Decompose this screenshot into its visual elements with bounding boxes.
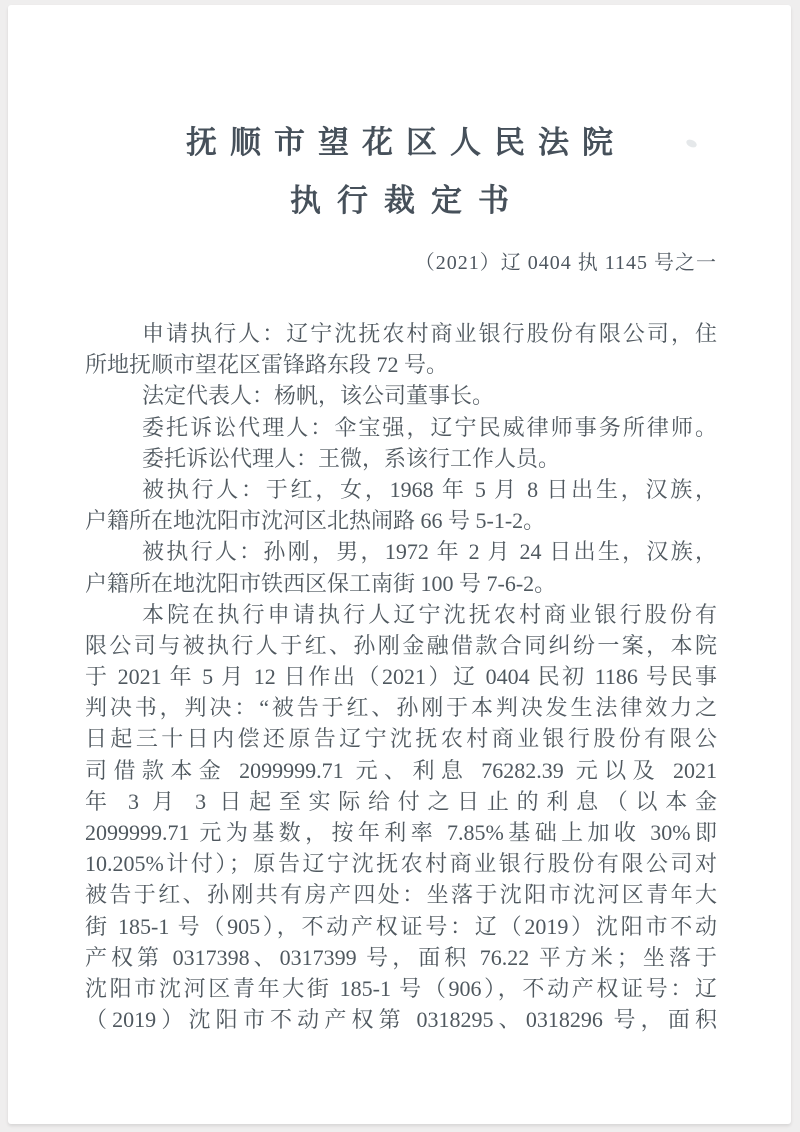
body-line: 户籍所在地沈阳市沈河区北热闹路 66 号 5-1-2。: [85, 508, 546, 534]
body-line: 限公司与被执行人于红、孙刚金融借款合同纠纷一案，本院: [85, 632, 717, 658]
body-line: 年 3 月 3 日起至实际给付之日止的利息（以本金: [85, 788, 717, 814]
body-line: 沈阳市沈河区青年大街 185-1 号（906），不动产权证号：辽: [85, 975, 717, 1001]
document-type: 执行裁定书: [290, 183, 525, 218]
case-number: （2021）辽 0404 执 1145 号之一: [414, 252, 717, 274]
body-line: （2019）沈阳市不动产权第 0318295、0318296 号，面积: [85, 1007, 717, 1033]
body-line: 被执行人：于红，女，1968 年 5 月 8 日出生，汉族，: [142, 476, 717, 502]
body-line: 司借款本金 2099999.71 元、利息 76282.39 元以及 2021: [85, 757, 717, 783]
body-line: 被告于红、孙刚共有房产四处：坐落于沈阳市沈河区青年大: [85, 882, 717, 908]
body-line: 被执行人：孙刚，男，1972 年 2 月 24 日出生，汉族，: [142, 539, 717, 565]
body-line: 判决书，判决：“被告于红、孙刚于本判决发生法律效力之: [85, 695, 717, 721]
body-line: 10.205%计付）；原告辽宁沈抚农村商业银行股份有限公司对: [85, 851, 717, 877]
body-line: 产权第 0317398、0317399 号，面积 76.22 平方米；坐落于: [85, 944, 717, 970]
body-line: 本院在执行申请执行人辽宁沈抚农村商业银行股份有: [142, 601, 717, 627]
court-name: 抚顺市望花区人民法院: [186, 125, 626, 160]
body-line: 2099999.71 元为基数，按年利率 7.85%基础上加收 30%即: [85, 820, 717, 845]
document-page: [8, 5, 791, 1124]
body-line: 街 185-1 号（905），不动产权证号：辽（2019）沈阳市不动: [85, 913, 717, 939]
body-line: 于 2021 年 5 月 12 日作出（2021）辽 0404 民初 1186 号民事: [85, 664, 717, 690]
body-line: 委托诉讼代理人：王微，系该行工作人员。: [142, 445, 561, 471]
body-line: 日起三十日内偿还原告辽宁沈抚农村商业银行股份有限公: [85, 726, 717, 752]
document-body: [85, 318, 717, 1035]
body-line: 委托诉讼代理人：伞宝强，辽宁民威律师事务所律师。: [142, 414, 717, 440]
body-line: 所地抚顺市望花区雷锋路东段 72 号。: [85, 352, 449, 378]
body-line: 户籍所在地沈阳市铁西区保工南街 100 号 7-6-2。: [85, 570, 557, 596]
body-line: 法定代表人：杨帆，该公司董事长。: [142, 383, 495, 409]
body-line: 申请执行人：辽宁沈抚农村商业银行股份有限公司，住: [142, 321, 717, 346]
